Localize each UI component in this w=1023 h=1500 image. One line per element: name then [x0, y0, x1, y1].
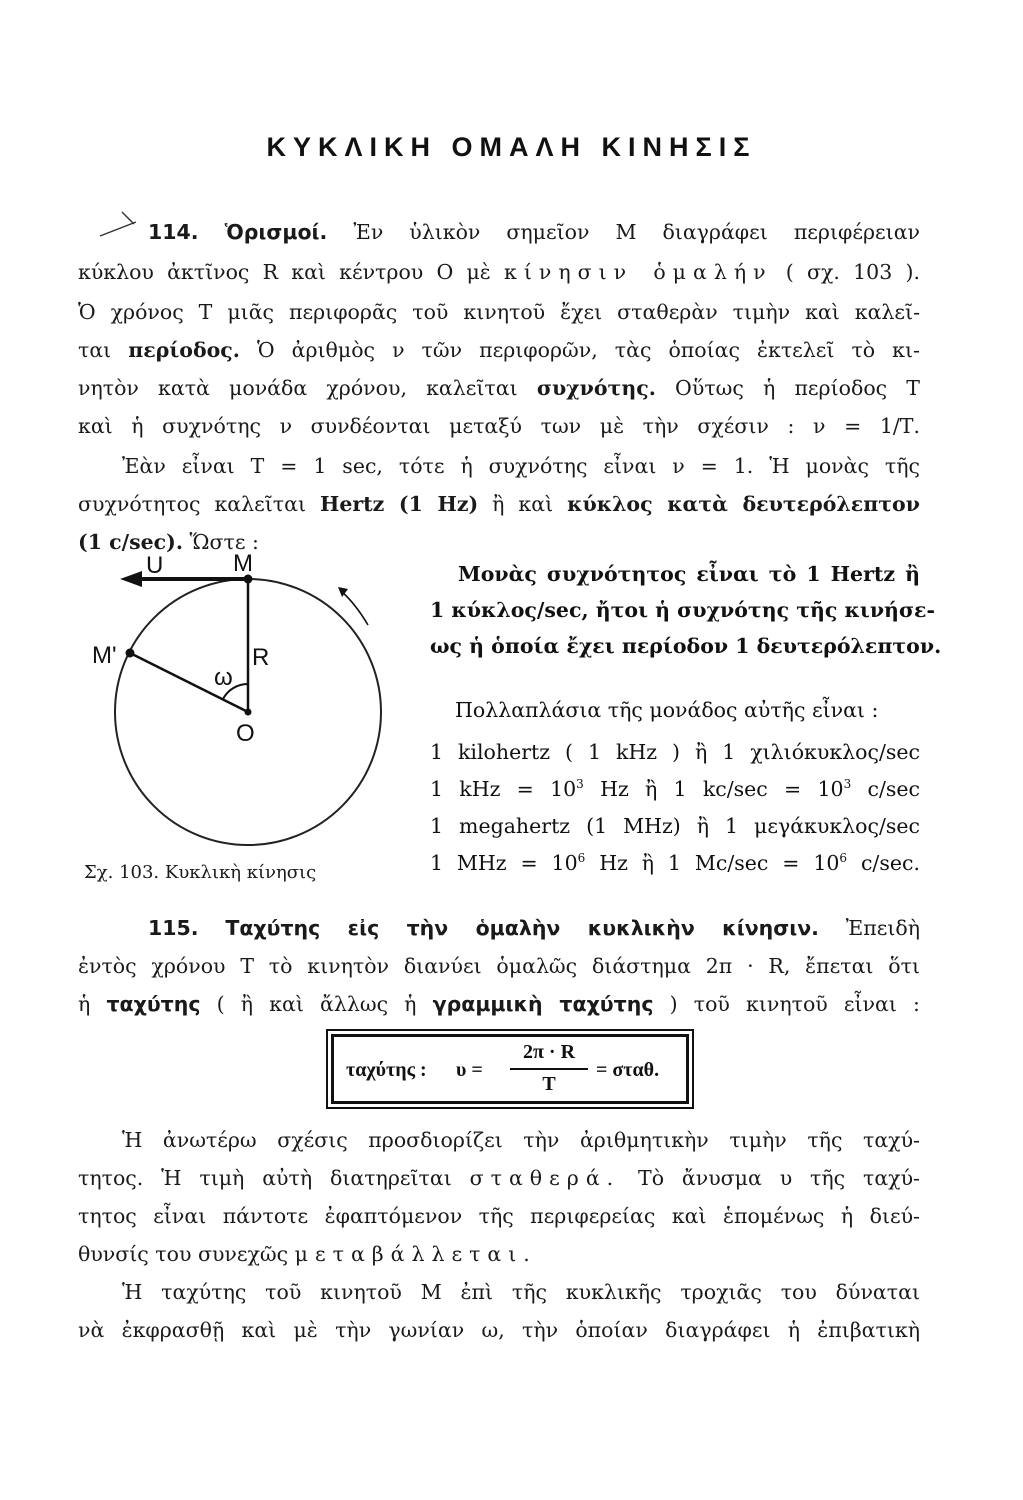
fraction-bar [510, 1068, 588, 1070]
s115-number: 115. [148, 916, 199, 940]
after-line-1: Ἡ ἀνωτέρω σχέσις προσδιορίζει τὴν ἀριθμητικὴν τιμὴν τῆς ταχύ- [122, 1128, 920, 1152]
exponent: 6 [577, 851, 586, 865]
s114-line-8 [78, 494, 920, 515]
multiples-text: c/sec [851, 776, 920, 801]
multiples-text: c/sec. [847, 850, 920, 875]
figure-caption: Σχ. 103. Κυκλικὴ κίνησις [84, 862, 317, 883]
definition-line-1: Μονὰς συχνότητος εἶναι τὸ 1 Hertz ἢ [458, 562, 920, 586]
s114-text: κύκλου ἀκτῖνος R καὶ κέντρου Ο μὲ [78, 260, 491, 284]
after-line-4 [78, 1244, 920, 1265]
term-c-sec: (1 c/sec). [78, 530, 183, 554]
spaced-term: κίνησιν ὁμαλήν [504, 260, 773, 284]
term-hertz: Hertz (1 Hz) [319, 492, 479, 516]
s114-line-3: Ὁ χρόνος Τ μιᾶς περιφορᾶς τοῦ κινητοῦ ἔχει σταθερὰν τιμὴν καὶ καλεῖ- [78, 300, 920, 324]
s114-text: Ὁ ἀριθμὸς ν τῶν περιφορῶν, τὰς ὁποίας ἐκτελεῖ τὸ κι- [256, 338, 920, 362]
term-linear-velocity: γραμμικὴ ταχύτης [432, 992, 654, 1016]
point-m-prime [126, 649, 135, 658]
exponent: 6 [839, 851, 848, 865]
s114-text: ται [78, 338, 112, 362]
label-u: U [146, 552, 164, 579]
circular-motion-figure [90, 545, 400, 860]
multiples-row-2 [430, 778, 920, 799]
after-line-6: νὰ ἐκφρασθῇ καὶ μὲ τὴν γωνίαν ω, τὴν ὁποίαν διαγράφει ἡ ἐπιβατικὴ [78, 1318, 920, 1342]
s114-text: ἢ καὶ [492, 492, 554, 516]
label-r: R [252, 644, 270, 671]
term-velocity: ταχύτης [106, 992, 201, 1016]
multiples-text: 1 kHz = 10 [430, 776, 577, 801]
s114-text: Ὥστε : [189, 530, 259, 554]
multiples-row-4 [430, 852, 920, 873]
s115-line-1 [148, 918, 920, 939]
multiples-text: Hz ἢ 1 Mc/sec = 10 [585, 850, 840, 875]
s114-heading: Ὁρισμοί. [224, 220, 328, 244]
s114-text: συχνότητος καλεῖται [78, 492, 306, 516]
s114-line-5 [78, 378, 920, 399]
center-o [245, 709, 252, 716]
after-line-2 [78, 1168, 920, 1189]
s114-line-4 [78, 340, 920, 361]
label-omega: ω [214, 664, 233, 691]
label-o: O [236, 720, 255, 747]
after-line-3: τητος εἶναι πάντοτε ἐφαπτόμενον τῆς περιφερείας καὶ ἑπομένως ἡ διεύ- [78, 1204, 920, 1228]
after-text: Τὸ ἄνυσμα υ τῆς ταχύ- [638, 1166, 920, 1190]
s114-text: καὶ ἡ συχνότης ν συνδέονται μεταξύ των μὲ τὴν σχέσιν : [78, 414, 795, 438]
velocity-arrowhead-icon [120, 571, 142, 587]
s115-line-3 [78, 994, 920, 1015]
s114-line-2 [78, 262, 920, 283]
label-m-prime: M' [92, 642, 117, 669]
s115-text: Ἐπειδὴ [845, 916, 920, 940]
definition-line-2: 1 κύκλος/sec, ἤτοι ἡ συχνότης τῆς κινήσε- [430, 598, 936, 622]
after-text: θυνσίς του συνεχῶς [78, 1242, 289, 1266]
chapter-title: ΚΥΚΛΙΚΗ ΟΜΑΛΗ ΚΙΝΗΣΙΣ [266, 132, 757, 162]
multiples-row-1: 1 kilohertz ( 1 kHz ) ἢ 1 χιλιόκυκλος/sec [430, 740, 920, 764]
formula-numerator: 2π · R [522, 1041, 576, 1063]
multiples-row-3: 1 megahertz (1 MHz) ἢ 1 μεγάκυκλος/sec [430, 814, 920, 838]
term-cycle-per-second: κύκλος κατὰ δευτερόλεπτον [567, 492, 920, 516]
after-line-5: Ἡ ταχύτης τοῦ κινητοῦ Μ ἐπὶ τῆς κυκλικῆς τροχιᾶς του δύναται [122, 1280, 920, 1304]
label-m: M [233, 550, 253, 577]
velocity-formula-box [331, 1034, 689, 1104]
formula-denominator: T [542, 1073, 556, 1095]
s115-heading: Ταχύτης εἰς τὴν ὁμαλὴν κυκλικὴν κίνησιν. [225, 916, 819, 940]
multiples-text: Hz ἢ 1 kc/sec = 10 [583, 776, 844, 801]
s114-number: 114. [148, 220, 199, 244]
s114-line-6 [78, 416, 920, 437]
formula-rhs: = σταθ. [596, 1059, 660, 1081]
s115-text: ( ἢ καὶ ἄλλως ἡ [216, 992, 417, 1016]
s114-text: Ἐν ὑλικὸν σημεῖον Μ διαγράφει περιφέρειαν [353, 220, 920, 244]
exponent: 3 [576, 777, 584, 791]
s115-text: ἡ [78, 992, 91, 1016]
s114-text: Οὕτως ἡ περίοδος Τ [675, 376, 920, 400]
multiples-text: 1 MHz = 10 [430, 850, 578, 875]
spaced-term: μεταβάλλεται. [294, 1242, 537, 1266]
relation-formula: ν = 1/Τ. [813, 414, 920, 438]
term-frequency: συχνότης. [536, 376, 656, 400]
definition-line-3: ως ἡ ὁποία ἔχει περίοδον 1 δευτερόλεπτον. [430, 634, 942, 658]
s114-line-7: Ἐὰν εἶναι Τ = 1 sec, τότε ἡ συχνότης εἶναι ν = 1. Ἡ μονὰς τῆς [122, 454, 920, 478]
s114-text: ( σχ. 103 ). [785, 260, 920, 284]
formula-lhs: υ = [456, 1059, 483, 1081]
spaced-term: σταθερά. [469, 1166, 621, 1190]
exponent: 3 [843, 777, 852, 791]
s114-line-1 [148, 222, 920, 243]
after-text: τητος. Ἡ τιμὴ αὐτὴ διατηρεῖται [78, 1166, 452, 1190]
multiples-heading: Πολλαπλάσια τῆς μονάδος αὐτῆς εἶναι : [455, 698, 879, 722]
margin-pen-mark-icon [98, 208, 138, 238]
formula-label: ταχύτης : [346, 1059, 427, 1081]
term-period: περίοδος. [128, 338, 240, 362]
s115-line-2: ἐντὸς χρόνου Τ τὸ κινητὸν διανύει ὁμαλῶς διάστημα 2π · R, ἔπεται ὅτι [78, 954, 920, 978]
s114-text: νητὸν κατὰ μονάδα χρόνου, καλεῖται [78, 376, 518, 400]
s115-text: ) τοῦ κινητοῦ εἶναι : [669, 992, 920, 1016]
